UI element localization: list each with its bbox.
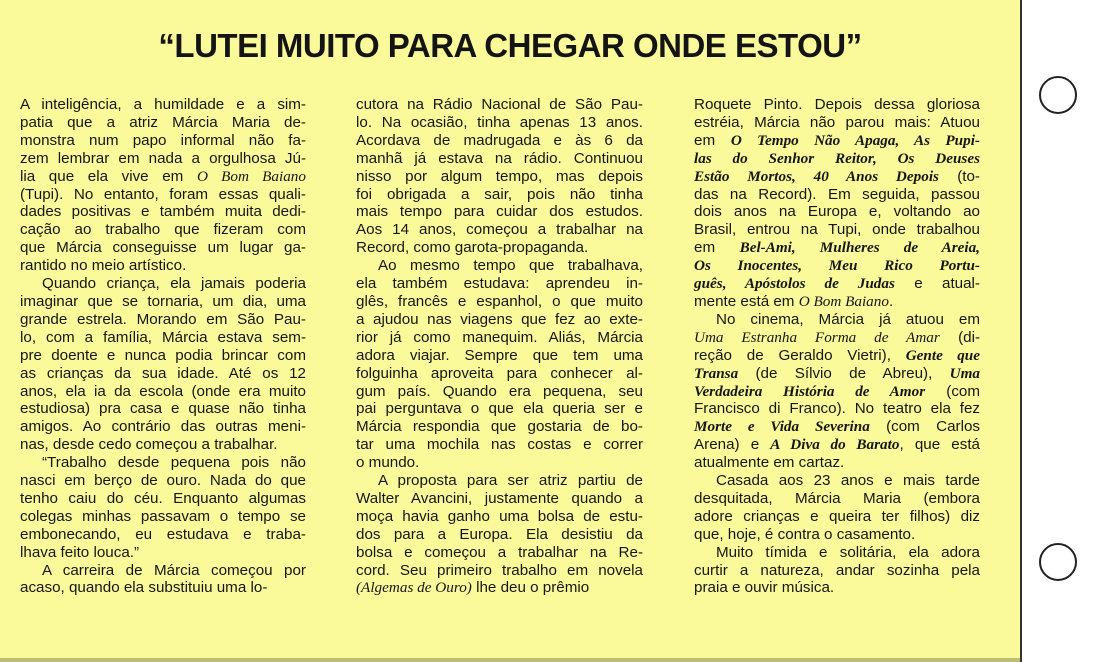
- text-segment: lo. Na ocasião, tinha apenas 13 anos.: [356, 113, 643, 131]
- text-line: [356, 526, 643, 544]
- text-line: [356, 562, 643, 580]
- text-segment: lo, com a família, Márcia estava sem-: [20, 328, 306, 346]
- text-segment: acaso, quando ela substituiu uma lo-: [20, 579, 268, 597]
- text-line: [20, 168, 306, 186]
- text-segment: (to-: [938, 167, 980, 185]
- text-column-2: [356, 96, 643, 597]
- text-line: [356, 347, 643, 365]
- text-segment: cação ao trabalho que fizeram com: [20, 221, 306, 239]
- headline: “LUTEI MUITO PARA CHEGAR ONDE ESTOU”: [158, 27, 862, 64]
- text-line: [20, 526, 306, 544]
- text-segment: No cinema, Márcia já atuou em: [716, 310, 980, 328]
- text-segment: Aos 14 anos, começou a trabalhar na: [356, 221, 643, 239]
- text-segment: “Trabalho desde pequena pois não: [42, 454, 306, 472]
- text-segment: Uma: [949, 364, 980, 382]
- text-segment: (Tupi). No entanto, foram essas quali-: [20, 185, 306, 203]
- text-segment: Walter Avancini, justamente quando a: [356, 489, 643, 507]
- text-segment: (de Sílvio de Abreu),: [738, 364, 950, 382]
- text-line: [694, 311, 980, 329]
- text-segment: dades positivas e também muita dedi-: [20, 203, 306, 221]
- text-segment: gum país. Quando era pequena, seu: [356, 382, 643, 400]
- text-segment: que, hoje, é contra o casamento.: [694, 525, 916, 543]
- text-column-3: [694, 96, 980, 597]
- text-line: [20, 562, 306, 580]
- text-line: [694, 275, 980, 293]
- text-segment: Verdadeira História de Amor: [694, 382, 926, 400]
- text-line: [694, 221, 980, 239]
- text-segment: grande estrela. Morando em São Pau-: [20, 310, 306, 328]
- text-line: [20, 275, 306, 293]
- text-line: [20, 239, 306, 257]
- text-segment: nasci em berço de ouro. Nada do que: [20, 472, 306, 490]
- text-line: [694, 544, 980, 562]
- text-segment: anos, ela ia da escola (onde era muito: [20, 382, 306, 400]
- text-line: [694, 454, 980, 472]
- text-line: [356, 221, 643, 239]
- text-line: [20, 579, 306, 597]
- text-segment: dos para a Europa. Ela desistiu da: [356, 525, 643, 543]
- text-segment: e atual-: [894, 275, 980, 293]
- text-segment: lhe deu o prêmio: [471, 579, 590, 597]
- text-line: [694, 114, 980, 132]
- text-segment: Roquete Pinto. Depois dessa gloriosa: [694, 96, 980, 113]
- text-line: [20, 150, 306, 168]
- text-line: [20, 347, 306, 365]
- text-segment: ela também estudava: aprendeu in-: [356, 275, 643, 293]
- text-line: [20, 383, 306, 401]
- text-segment: O Bom Baiano: [798, 292, 889, 310]
- text-line: [20, 293, 306, 311]
- text-segment: monstra num papo informal não fa-: [20, 131, 306, 149]
- text-segment: moça havia ganho uma bolsa de estu-: [356, 507, 643, 525]
- text-segment: cord. Seu primeiro trabalho em novela: [356, 561, 643, 579]
- text-line: [694, 490, 980, 508]
- text-segment: pre doente e nunca podia brincar com: [20, 346, 306, 364]
- binder-hole-top: [1039, 76, 1077, 114]
- text-line: [694, 365, 980, 383]
- text-line: [356, 490, 643, 508]
- text-segment: adora viajar. Sempre que tem uma: [356, 346, 643, 364]
- text-line: [694, 239, 980, 257]
- text-line: [20, 203, 306, 221]
- text-line: [694, 293, 980, 311]
- text-line: [356, 311, 643, 329]
- text-segment: Muito tímida e solitária, ela adora: [716, 543, 980, 561]
- text-line: [694, 472, 980, 490]
- text-segment: folguinha aproveita para conhecer al-: [356, 364, 643, 382]
- text-segment: rantido no meio artístico.: [20, 257, 187, 275]
- text-segment: mente está em: [694, 292, 799, 310]
- text-segment: Márcia respondia que gostaria de bo-: [356, 418, 643, 436]
- text-line: [694, 132, 980, 150]
- text-line: [356, 186, 643, 204]
- text-segment: foi obrigada a sair, pois não tinha: [356, 185, 643, 203]
- text-segment: Casada aos 23 anos e mais tarde: [716, 472, 980, 490]
- text-segment: O Tempo Não Apaga, As Pupi-: [730, 131, 980, 149]
- text-line: [356, 544, 643, 562]
- text-segment: amigos. Ao contrário das outras meni-: [20, 418, 306, 436]
- text-line: [694, 508, 980, 526]
- binder-hole-bottom: [1039, 543, 1077, 581]
- text-segment: adore crianças e queira ter filhos) diz: [694, 507, 980, 525]
- text-line: [694, 329, 980, 347]
- text-segment: , que está: [899, 436, 980, 454]
- text-segment: A carreira de Márcia começou por: [42, 561, 306, 579]
- text-line: [20, 472, 306, 490]
- text-segment: Quando criança, ela jamais poderia: [42, 275, 306, 293]
- text-line: [356, 454, 643, 472]
- text-segment: em: [694, 239, 740, 257]
- text-line: [356, 418, 643, 436]
- text-line: [20, 365, 306, 383]
- text-segment: as crianças da sua idade. Até os 12: [20, 364, 306, 382]
- text-segment: Arena) e: [694, 436, 771, 454]
- text-line: [694, 526, 980, 544]
- text-line: [20, 544, 306, 562]
- text-segment: guês, Apóstolos de Judas: [694, 275, 895, 293]
- text-line: [356, 132, 643, 150]
- text-segment: tenho caiu do céu. Enquanto algumas: [20, 489, 306, 507]
- text-segment: dois anos na Europa e, voltando ao: [694, 203, 980, 221]
- text-segment: A proposta para ser atriz partiu de: [378, 472, 643, 490]
- text-line: [356, 114, 643, 132]
- text-segment: lhava feito louca.”: [20, 543, 140, 561]
- text-segment: las do Senhor Reitor, Os Deuses: [694, 149, 980, 167]
- text-segment: Brasil, entrou na Tupi, onde trabalhou: [694, 221, 980, 239]
- text-segment: colegas minhas passavam o tempo se: [20, 507, 306, 525]
- text-segment: bolsa e começou a trabalhar na Re-: [356, 543, 643, 561]
- text-segment: nas, desde cedo começou a trabalhar.: [20, 436, 278, 454]
- text-line: [20, 96, 306, 114]
- text-segment: tar uma mochila nas costas e correr: [356, 436, 643, 454]
- text-segment: rior já como manequim. Aliás, Márcia: [356, 328, 643, 346]
- text-line: [694, 400, 980, 418]
- text-line: [356, 472, 643, 490]
- text-segment: (di-: [939, 328, 981, 346]
- text-line: [356, 150, 643, 168]
- text-line: [20, 114, 306, 132]
- text-segment: estudiosa) pra casa e quase não tinha: [20, 400, 306, 418]
- text-line: [20, 418, 306, 436]
- text-segment: curtir a natureza, andar sozinha pela: [694, 561, 980, 579]
- text-line: [356, 329, 643, 347]
- text-line: [694, 436, 980, 454]
- text-line: [20, 257, 306, 275]
- text-segment: em: [694, 131, 731, 149]
- text-line: [694, 257, 980, 275]
- text-line: [20, 186, 306, 204]
- text-segment: embonecando, eu estudava e traba-: [20, 525, 306, 543]
- text-segment: Gente que: [905, 346, 980, 364]
- text-line: [356, 257, 643, 275]
- text-line: [694, 383, 980, 401]
- text-segment: (Algemas de Ouro): [356, 579, 472, 597]
- text-line: [356, 203, 643, 221]
- text-line: [20, 454, 306, 472]
- text-line: [20, 400, 306, 418]
- text-line: [356, 275, 643, 293]
- text-line: [356, 579, 643, 597]
- text-segment: nisso por algum tempo, mas depois: [356, 167, 643, 185]
- text-line: [356, 239, 643, 257]
- text-line: [356, 365, 643, 383]
- text-line: [694, 203, 980, 221]
- text-segment: atualmente em cartaz.: [694, 454, 845, 472]
- text-segment: que Márcia conseguisse um lugar ga-: [20, 239, 306, 257]
- text-line: [20, 221, 306, 239]
- text-segment: .: [888, 292, 894, 310]
- text-line: [694, 562, 980, 580]
- text-line: [356, 400, 643, 418]
- text-segment: das na Record). Em seguida, passou: [694, 185, 980, 203]
- text-segment: Acordava de madrugada e às 6 da: [356, 131, 643, 149]
- text-segment: a ajudou nas viagens que fez ao exte-: [356, 310, 643, 328]
- text-line: [20, 436, 306, 454]
- text-segment: zem lembrar em nada a orgulhosa Jú-: [20, 149, 306, 167]
- text-segment: pai perguntava o que ela queria ser e: [356, 400, 643, 418]
- text-line: [694, 186, 980, 204]
- text-column-1: [20, 96, 306, 597]
- text-segment: Bel-Ami, Mulheres de Areia,: [739, 239, 980, 257]
- text-segment: desquitada, Márcia Maria (embora: [694, 489, 980, 507]
- text-segment: glês, francês e espanhol, o que muito: [356, 292, 643, 310]
- text-line: [356, 508, 643, 526]
- text-segment: Os Inocentes, Meu Rico Portu-: [694, 257, 980, 275]
- text-segment: Uma Estranha Forma de Amar: [694, 328, 940, 346]
- text-line: [20, 508, 306, 526]
- text-line: [694, 347, 980, 365]
- text-line: [356, 436, 643, 454]
- text-segment: lia que ela vive em: [20, 167, 197, 185]
- text-line: [694, 418, 980, 436]
- text-line: [356, 96, 643, 114]
- text-segment: o mundo.: [356, 454, 420, 472]
- text-line: [356, 168, 643, 186]
- text-segment: A Diva do Barato: [770, 436, 900, 454]
- text-line: [356, 293, 643, 311]
- text-segment: patia que a atriz Márcia Maria de-: [20, 113, 306, 131]
- text-segment: mais tempo para cuidar dos estudos.: [356, 203, 643, 221]
- text-segment: manhã já estava na rádio. Continuou: [356, 149, 643, 167]
- text-line: [20, 329, 306, 347]
- text-line: [356, 383, 643, 401]
- text-segment: Francisco di Franco). No teatro ela fez: [694, 400, 980, 418]
- text-segment: Record, como garota-propaganda.: [356, 239, 589, 257]
- text-segment: (com: [925, 382, 981, 400]
- text-segment: A inteligência, a humildade e a sim-: [20, 96, 306, 113]
- text-segment: O Bom Baiano: [196, 167, 306, 185]
- text-segment: estréia, Márcia não parou mais: Atuou: [694, 113, 980, 131]
- text-segment: imaginar que se tornaria, um dia, uma: [20, 292, 306, 310]
- text-segment: Estão Mortos, 40 Anos Depois: [694, 167, 939, 185]
- text-segment: reção de Geraldo Vietri),: [694, 346, 906, 364]
- text-line: [20, 132, 306, 150]
- text-line: [20, 311, 306, 329]
- text-segment: Morte e Vida Severina: [694, 418, 870, 436]
- text-line: [694, 579, 980, 597]
- page-bottom-edge: [0, 658, 1020, 662]
- text-segment: Transa: [694, 364, 739, 382]
- text-segment: praia e ouvir música.: [694, 579, 835, 597]
- text-segment: Ao mesmo tempo que trabalhava,: [378, 257, 643, 275]
- text-line: [694, 150, 980, 168]
- text-segment: cutora na Rádio Nacional de São Pau-: [356, 96, 643, 113]
- text-line: [20, 490, 306, 508]
- text-segment: (com Carlos: [869, 418, 980, 436]
- text-line: [694, 96, 980, 114]
- text-line: [694, 168, 980, 186]
